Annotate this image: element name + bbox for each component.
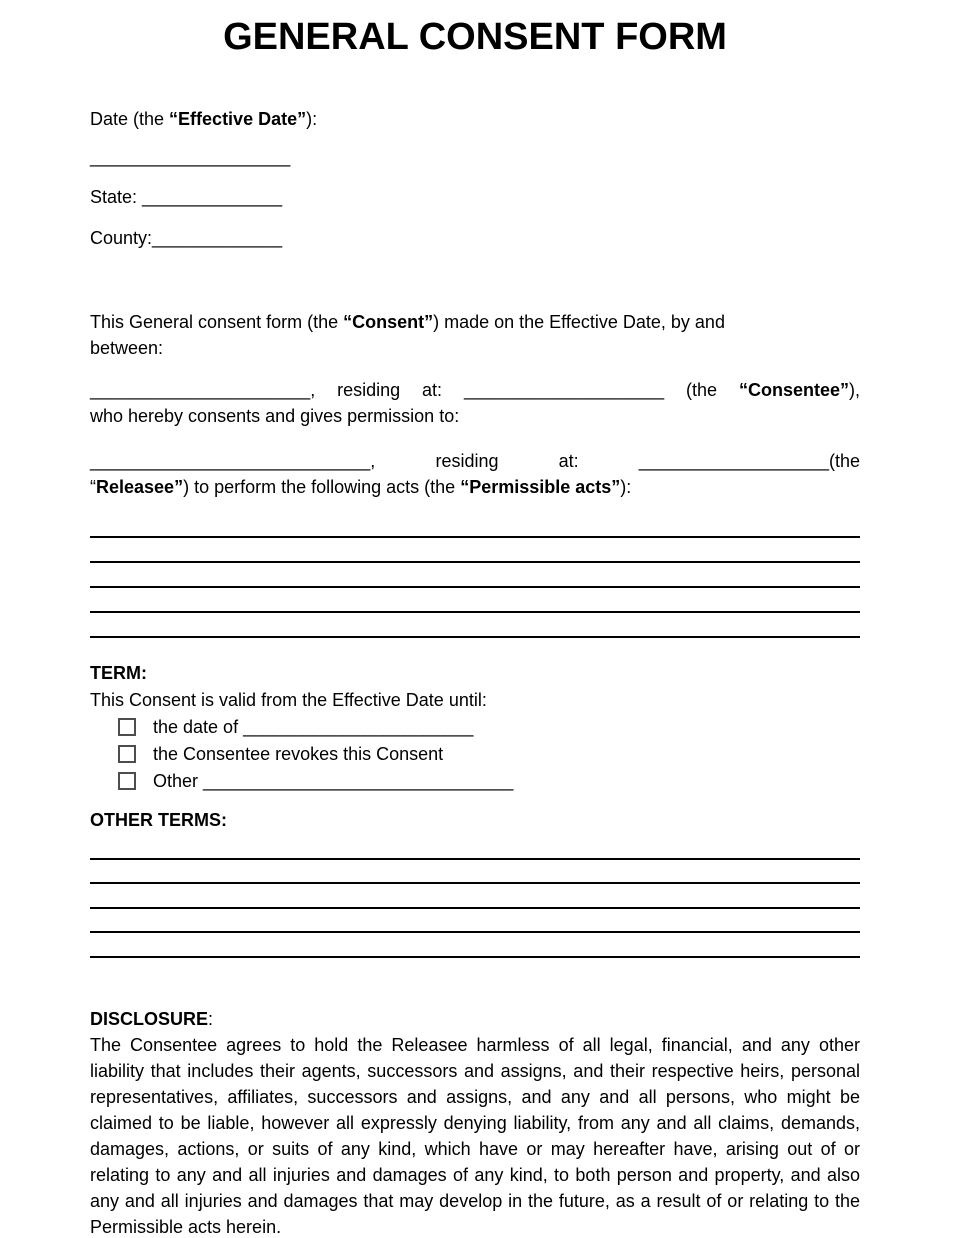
text-segment: ) made on the Effective Date, by and xyxy=(433,312,725,332)
term-option-date-label: the date of xyxy=(153,716,244,737)
term-option-date-checkbox[interactable] xyxy=(118,718,136,736)
text-segment: ), xyxy=(849,380,860,400)
county-input-line[interactable]: _____________ xyxy=(152,228,283,248)
text-segment: ) to perform the following acts (the xyxy=(183,477,461,497)
intro-paragraph xyxy=(90,309,860,361)
effective-date-input-line[interactable]: ____________________ xyxy=(90,147,291,167)
text-segment: “Permissible acts” xyxy=(460,477,621,497)
text-segment: “ xyxy=(90,477,96,497)
text-segment: Releasee” xyxy=(96,477,184,497)
other-terms-heading: OTHER TERMS: xyxy=(90,810,227,830)
other-terms-writing-area xyxy=(90,835,860,958)
term-heading: TERM: xyxy=(90,663,147,683)
form-title: GENERAL CONSENT FORM xyxy=(223,16,727,58)
blank-writing-line[interactable] xyxy=(90,613,860,638)
blank-writing-line[interactable] xyxy=(90,513,860,538)
blank-writing-line[interactable] xyxy=(90,538,860,563)
text-segment: “Consent” xyxy=(343,312,434,332)
text-segment: ______________________, residing at: ____________________ (the xyxy=(90,380,739,400)
text-segment: ____________________________, residing at: ___________________(the xyxy=(90,451,860,471)
term-option-revoke-row xyxy=(90,740,860,767)
county-label: County: xyxy=(90,228,153,248)
state-label: State: xyxy=(90,187,143,207)
term-option-date-text xyxy=(153,714,473,740)
text-segment: ): xyxy=(620,477,632,497)
blank-writing-line[interactable] xyxy=(90,909,860,934)
disclosure-body: The Consentee agrees to hold the Releasee harmless of all legal, financial, and any other liability that includes their agents, successors and assigns, and their respective heirs, personal representatives, affiliates, successors and assigns, and any and all persons, who might be claimed to be liable, however all expressly denying liability, from any and all claims, demands, damages, actions, or suits of any kind, which have or may hereafter have, arising out of or relating to any and all injuries and damages of any kind, to both person and property, and also any and all injuries and damages that may develop in the future, as a result of or relating to the Permissible acts herein. xyxy=(90,1034,860,1237)
text-line xyxy=(90,448,860,474)
blank-writing-line[interactable] xyxy=(90,835,860,860)
term-option-revoke-label: the Consentee revokes this Consent xyxy=(153,743,444,764)
blank-writing-line[interactable] xyxy=(90,933,860,958)
blank-writing-line[interactable] xyxy=(90,563,860,588)
text-segment: “Consentee” xyxy=(738,380,849,400)
blank-writing-line[interactable] xyxy=(90,588,860,613)
term-intro: This Consent is valid from the Effective Date until: xyxy=(90,690,487,710)
term-option-date-row xyxy=(90,713,860,740)
term-option-revoke-text xyxy=(153,741,443,767)
term-option-revoke-checkbox[interactable] xyxy=(118,745,136,763)
text-segment: between: xyxy=(90,338,164,358)
text-line xyxy=(90,309,860,335)
term-option-other-row xyxy=(90,767,860,794)
text-segment: ): xyxy=(306,109,318,129)
term-option-date-input-line[interactable]: _______________________ xyxy=(243,716,474,737)
text-segment: This General consent form (the xyxy=(90,312,344,332)
text-line xyxy=(90,377,860,403)
term-option-other-label: Other xyxy=(153,770,204,791)
text-segment: DISCLOSURE xyxy=(90,1008,209,1029)
permissible-acts-writing-area xyxy=(90,513,860,638)
effective-date-label xyxy=(90,106,860,132)
blank-writing-line[interactable] xyxy=(90,860,860,885)
text-segment: Date (the xyxy=(90,109,170,129)
text-line xyxy=(90,474,860,500)
county-row xyxy=(90,225,860,251)
term-option-other-checkbox[interactable] xyxy=(118,772,136,790)
term-option-other-input-line[interactable]: _______________________________ xyxy=(203,770,514,791)
releasee-paragraph[interactable] xyxy=(90,448,860,500)
state-input-line[interactable]: ______________ xyxy=(142,187,283,207)
text-segment: : xyxy=(208,1008,214,1029)
text-line xyxy=(90,335,860,361)
blank-writing-line[interactable] xyxy=(90,884,860,909)
consentee-paragraph[interactable] xyxy=(90,377,860,429)
state-row xyxy=(90,184,860,210)
text-line xyxy=(90,403,860,429)
text-segment: “Effective Date” xyxy=(169,109,307,129)
text-segment: who hereby consents and gives permission to: xyxy=(90,406,460,426)
disclosure-heading xyxy=(90,1006,860,1032)
term-option-other-text xyxy=(153,768,513,794)
